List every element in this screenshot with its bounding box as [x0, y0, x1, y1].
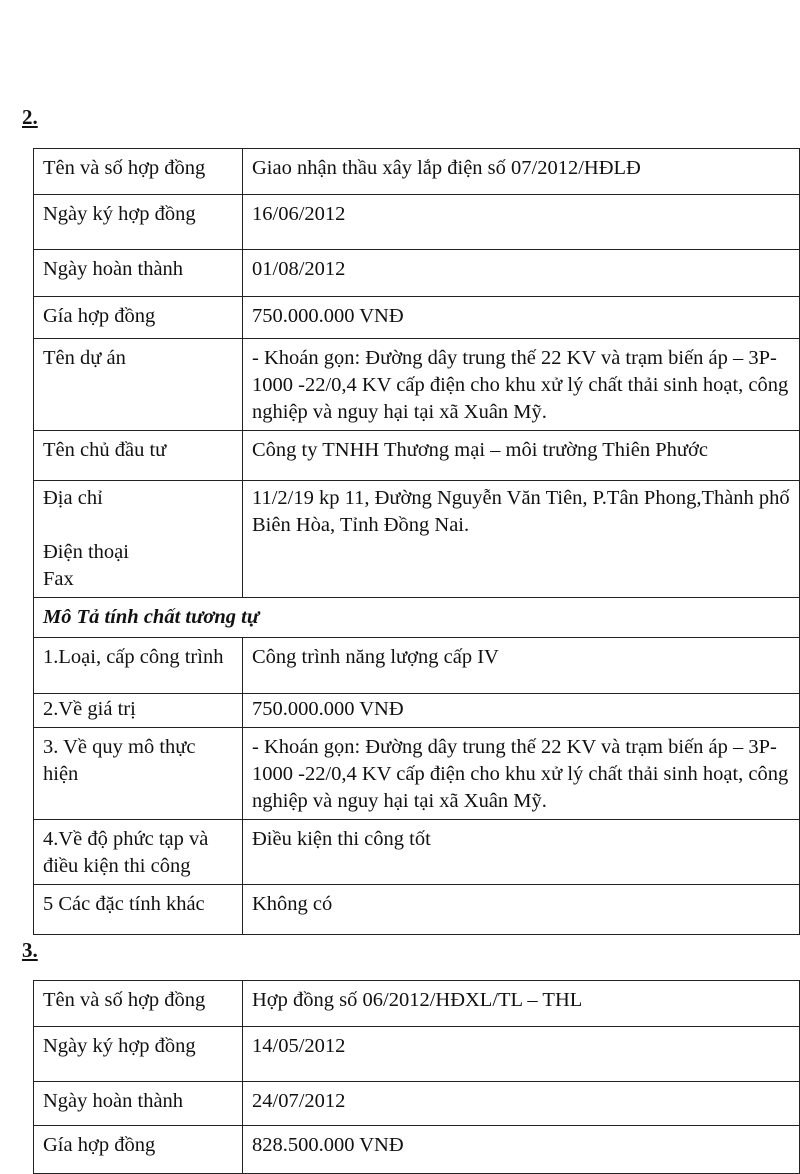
- row-label: Gía hợp đồng: [34, 297, 243, 339]
- contract-table-2: [33, 148, 800, 935]
- section-3-heading: 3.: [22, 938, 38, 962]
- table-row: [34, 694, 800, 728]
- table-row: [34, 598, 800, 638]
- table-row: [34, 339, 800, 431]
- row-value: Công ty TNHH Thương mại – môi trường Thiên Phước: [243, 431, 800, 481]
- table-row: [34, 481, 800, 598]
- table-row: [34, 297, 800, 339]
- row-value: Điều kiện thi công tốt: [243, 820, 800, 885]
- row-label: Ngày ký hợp đồng: [34, 1027, 243, 1082]
- table-row: [34, 728, 800, 820]
- phone-label: Điện thoại: [43, 541, 129, 563]
- row-label: 2.Về giá trị: [34, 694, 243, 728]
- description-header: Mô Tả tính chất tương tự: [34, 598, 800, 638]
- table-row: [34, 1082, 800, 1126]
- row-label: 5 Các đặc tính khác: [34, 885, 243, 935]
- table-row: [34, 981, 800, 1027]
- contract-table-3: [33, 980, 800, 1174]
- fax-label: Fax: [43, 568, 74, 590]
- row-label: 3. Về quy mô thực hiện: [34, 728, 243, 820]
- row-value: Hợp đồng số 06/2012/HĐXL/TL – THL: [243, 981, 800, 1027]
- row-value: 01/08/2012: [243, 250, 800, 297]
- row-value: 750.000.000 VNĐ: [243, 694, 800, 728]
- table-row: [34, 431, 800, 481]
- row-label: Tên chủ đầu tư: [34, 431, 243, 481]
- row-value: 11/2/19 kp 11, Đường Nguyễn Văn Tiên, P.Tân Phong,Thành phố Biên Hòa, Tỉnh Đồng Nai.: [243, 481, 800, 598]
- row-value: 16/06/2012: [243, 195, 800, 250]
- row-label: Tên và số hợp đồng: [34, 981, 243, 1027]
- address-labels: [34, 481, 243, 598]
- table-row: [34, 638, 800, 694]
- row-value: Không có: [243, 885, 800, 935]
- row-label: Ngày hoàn thành: [34, 1082, 243, 1126]
- row-label: 1.Loại, cấp công trình: [34, 638, 243, 694]
- table-row: [34, 820, 800, 885]
- row-label: 4.Về độ phức tạp và điều kiện thi công: [34, 820, 243, 885]
- table-row: [34, 885, 800, 935]
- table-row: [34, 250, 800, 297]
- row-value: - Khoán gọn: Đường dây trung thế 22 KV và trạm biến áp – 3P-1000 -22/0,4 KV cấp điện cho khu xử lý chất thải sinh hoạt, công nghiệp và nguy hại tại xã Xuân Mỹ.: [243, 339, 800, 431]
- row-value: Giao nhận thầu xây lắp điện số 07/2012/HĐLĐ: [243, 149, 800, 195]
- row-value: Công trình năng lượng cấp IV: [243, 638, 800, 694]
- row-label: Ngày ký hợp đồng: [34, 195, 243, 250]
- table-row: [34, 1126, 800, 1174]
- row-value: 828.500.000 VNĐ: [243, 1126, 800, 1174]
- row-label: Gía hợp đồng: [34, 1126, 243, 1174]
- row-value: 750.000.000 VNĐ: [243, 297, 800, 339]
- section-2-heading: 2.: [22, 105, 38, 129]
- address-label: Địa chỉ: [43, 487, 103, 509]
- table-row: [34, 195, 800, 250]
- row-value: 14/05/2012: [243, 1027, 800, 1082]
- row-label: Tên và số hợp đồng: [34, 149, 243, 195]
- table-row: [34, 1027, 800, 1082]
- table-row: [34, 149, 800, 195]
- row-label: Tên dự án: [34, 339, 243, 431]
- row-value: 24/07/2012: [243, 1082, 800, 1126]
- row-value: - Khoán gọn: Đường dây trung thế 22 KV và trạm biến áp – 3P-1000 -22/0,4 KV cấp điện cho khu xử lý chất thải sinh hoạt, công nghiệp và nguy hại tại xã Xuân Mỹ.: [243, 728, 800, 820]
- row-label: Ngày hoàn thành: [34, 250, 243, 297]
